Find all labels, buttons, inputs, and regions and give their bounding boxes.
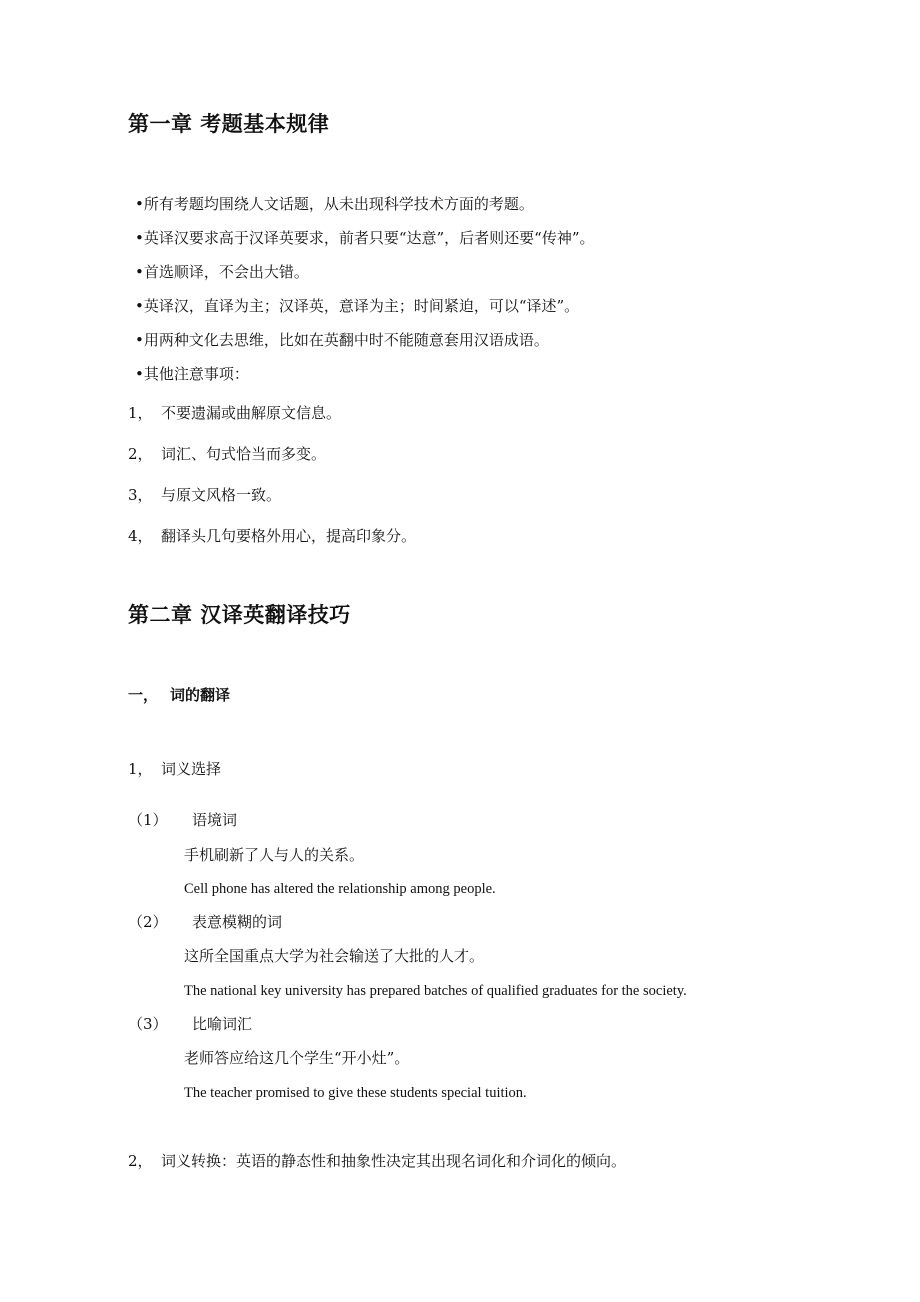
bullet-item: •所有考题均围绕人文话题，从未出现科学技术方面的考题。 [135,195,534,213]
bullet-item: •英译汉，直译为主；汉译英，意译为主；时间紧迫，可以“译述”。 [135,297,580,315]
note-text: 翻译头几句要格外用心，提高印象分。 [161,527,417,545]
chapter1-title: 第一章 考题基本规律 [128,112,330,136]
note-text: 不要遗漏或曲解原文信息。 [161,404,342,422]
bullet-item: •其他注意事项： [135,365,249,383]
section-title: 词的翻译 [170,686,231,704]
subitem-number: （2） [128,913,168,931]
item-number: 2， [128,1152,153,1170]
note-number: 4， [128,527,153,545]
note-text: 词汇、句式恰当而多变。 [161,445,327,463]
note-number: 2， [128,445,153,463]
bullet-item: •英译汉要求高于汉译英要求，前者只要“达意”，后者则还要“传神”。 [135,229,595,247]
example-english: The national key university has prepared batches of qualified graduates for the society. [184,983,687,999]
example-english: The teacher promised to give these students special tuition. [184,1085,527,1101]
note-text: 与原文风格一致。 [161,486,282,504]
subitem-number: （3） [128,1015,168,1033]
bullet-item: •首选顺译，不会出大错。 [135,263,309,281]
subitem-number: （1） [128,811,168,829]
note-number: 1， [128,404,153,422]
chapter2-title: 第二章 汉译英翻译技巧 [128,603,351,627]
subitem-title: 语境词 [192,811,238,829]
subitem-title: 比喻词汇 [192,1015,253,1033]
section-number: 一， [128,686,159,704]
example-english: Cell phone has altered the relationship among people. [184,881,496,897]
example-chinese: 这所全国重点大学为社会输送了大批的人才。 [184,947,485,965]
item-number: 1， [128,760,153,778]
example-chinese: 老师答应给这几个学生“开小灶”。 [184,1049,410,1067]
note-number: 3， [128,486,153,504]
subitem-title: 表意模糊的词 [192,913,283,931]
item-text: 词义选择 [161,760,222,778]
item-text: 词义转换：英语的静态性和抽象性决定其出现名词化和介词化的倾向。 [161,1152,627,1170]
example-chinese: 手机刷新了人与人的关系。 [184,846,365,864]
bullet-item: •用两种文化去思维，比如在英翻中时不能随意套用汉语成语。 [135,331,549,349]
